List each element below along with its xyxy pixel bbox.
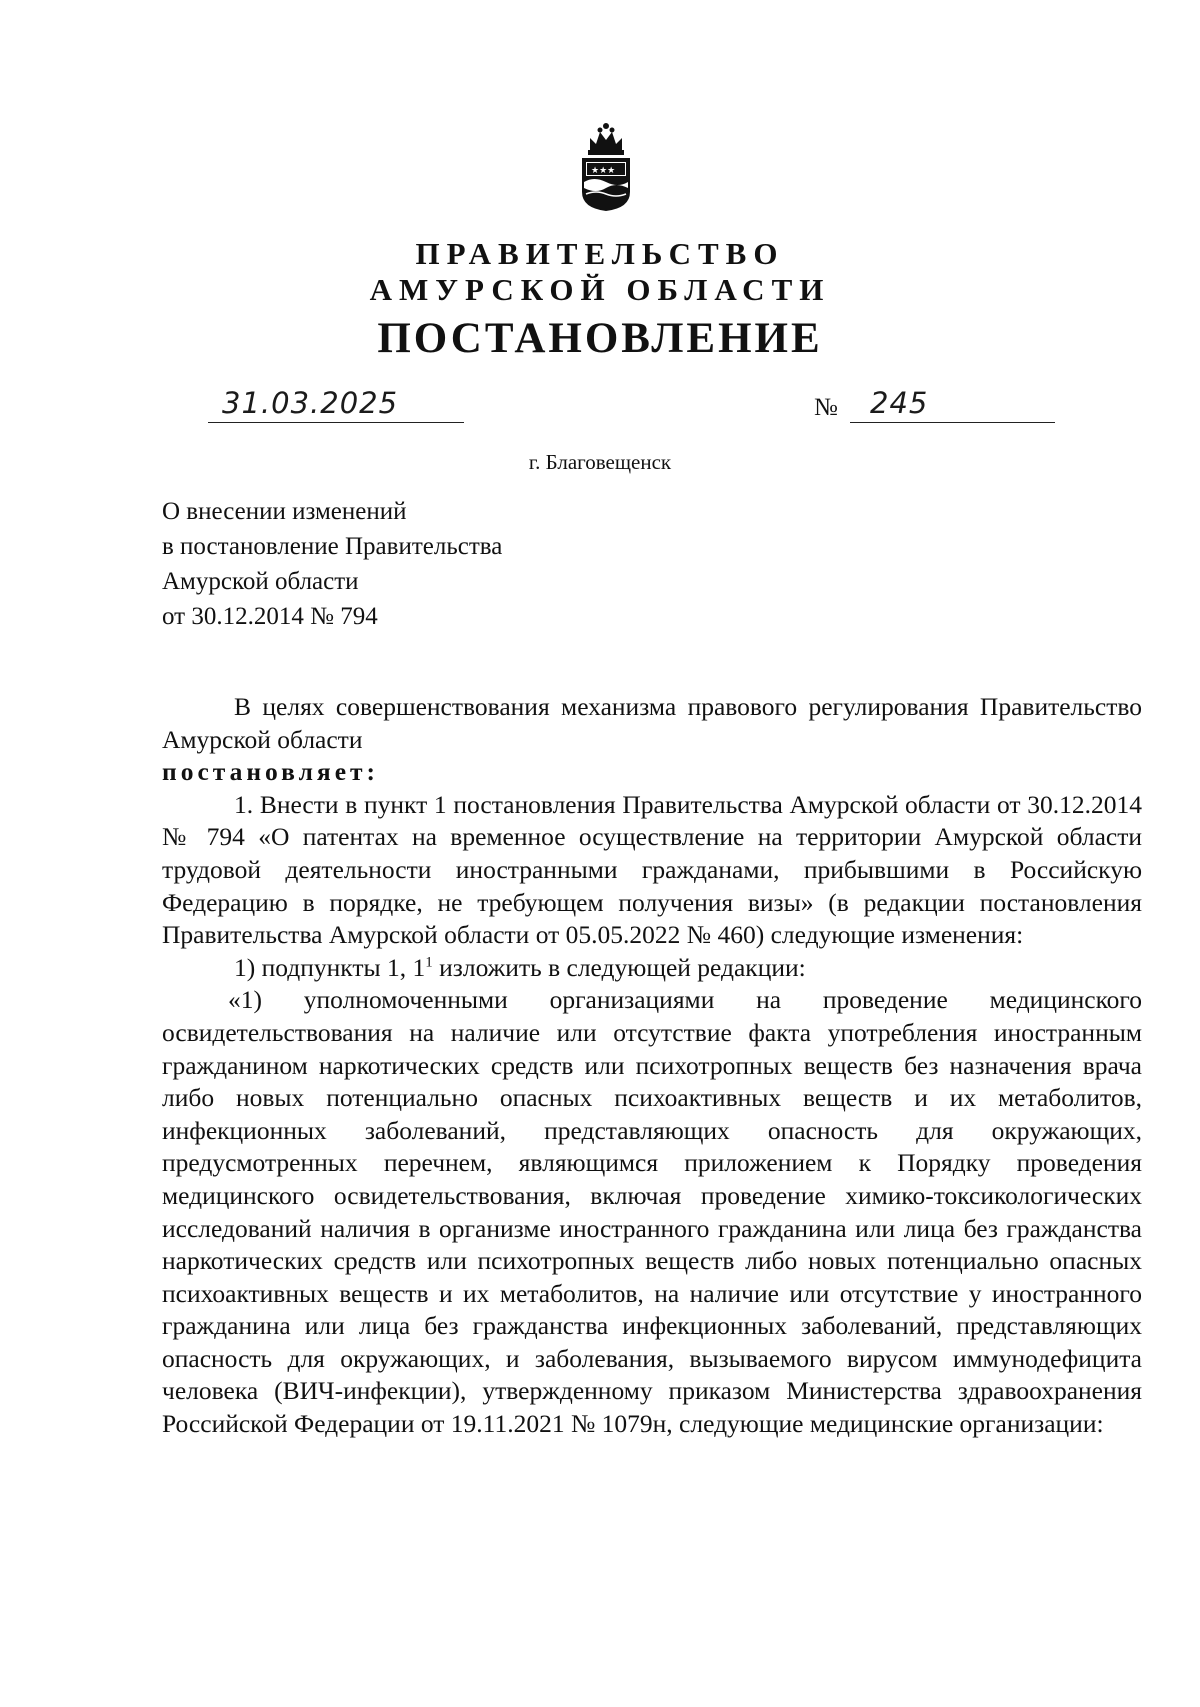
document-body [162, 691, 1142, 1441]
document-number: 245 [870, 386, 929, 420]
subject-line: от 30.12.2014 № 794 [162, 603, 378, 630]
document-type-title: ПОСТАНОВЛЕНИЕ [377, 315, 823, 362]
subitem-1-text: 1) подпункты 1, 1 [234, 952, 426, 982]
decides-heading: постановляет: [162, 757, 380, 787]
subject-line: Амурской области [162, 568, 359, 595]
item-1-paragraph: 1. Внести в пункт 1 постановления Правительства Амурской области от 30.12.2014 № 794 «О патентах на временное осуществление на территории Амурской области трудовой деятельности иностранными гражданами, прибывшими в Российскую Федерацию в порядке, не требующем получения визы» (в редакции постановления Правительства Амурской области от 05.05.2022 № 460) следующие изменения: [162, 789, 1142, 950]
subject-line: в постановление Правительства [162, 533, 503, 560]
subject-line: О внесении изменений [162, 498, 407, 525]
document-city: г. Благовещенск [528, 450, 672, 474]
document-date-field [208, 386, 464, 423]
org-name-line2: АМУРСКОЙ ОБЛАСТИ [369, 272, 831, 307]
svg-text:★★★: ★★★ [591, 166, 616, 176]
quoted-subitem-paragraph: «1) уполномоченными организациями на проведение медицинского освидетельствования на наличие или отсутствие факта употребления иностранным гражданином наркотических средств или психотропных веществ без назначения врача либо новых потенциально опасных психоактивных веществ и их метаболитов, инфекционных заболеваний, представляющих опасность для окружающих, предусмотренных перечнем, являющимся приложением к Порядку проведения медицинского освидетельствования, включая проведение химико-токсикологических исследований наличия в организме иностранного гражданина или лица без гражданства наркотических средств или психотропных веществ либо новых потенциально опасных психоактивных веществ и их метаболитов, на наличие или отсутствие у иностранного гражданина или лица без гражданства инфекционных заболеваний, представляющих опасность для окружающих, и заболевания, вызываемого вирусом иммунодефицита человека (ВИЧ-инфекции), утвержденному приказом Министерства здравоохранения Российской Федерации от 19.11.2021 № 1079н, следующие медицинские организации: [162, 985, 1142, 1439]
document-subject [162, 494, 502, 634]
preamble-paragraph: В целях совершенствования механизма правового регулирования Правительство Амурской области [162, 692, 1142, 754]
superscript: 1 [425, 954, 433, 971]
document-number-field [850, 386, 1055, 423]
org-name-line1: ПРАВИТЕЛЬСТВО [415, 236, 785, 271]
subitem-1-paragraph [162, 952, 1142, 985]
coat-of-arms-icon [576, 120, 636, 212]
document-number-label: № [814, 394, 838, 421]
subitem-1-text-end: изложить в следующей редакции: [432, 952, 806, 982]
document-date: 31.03.2025 [222, 386, 399, 420]
